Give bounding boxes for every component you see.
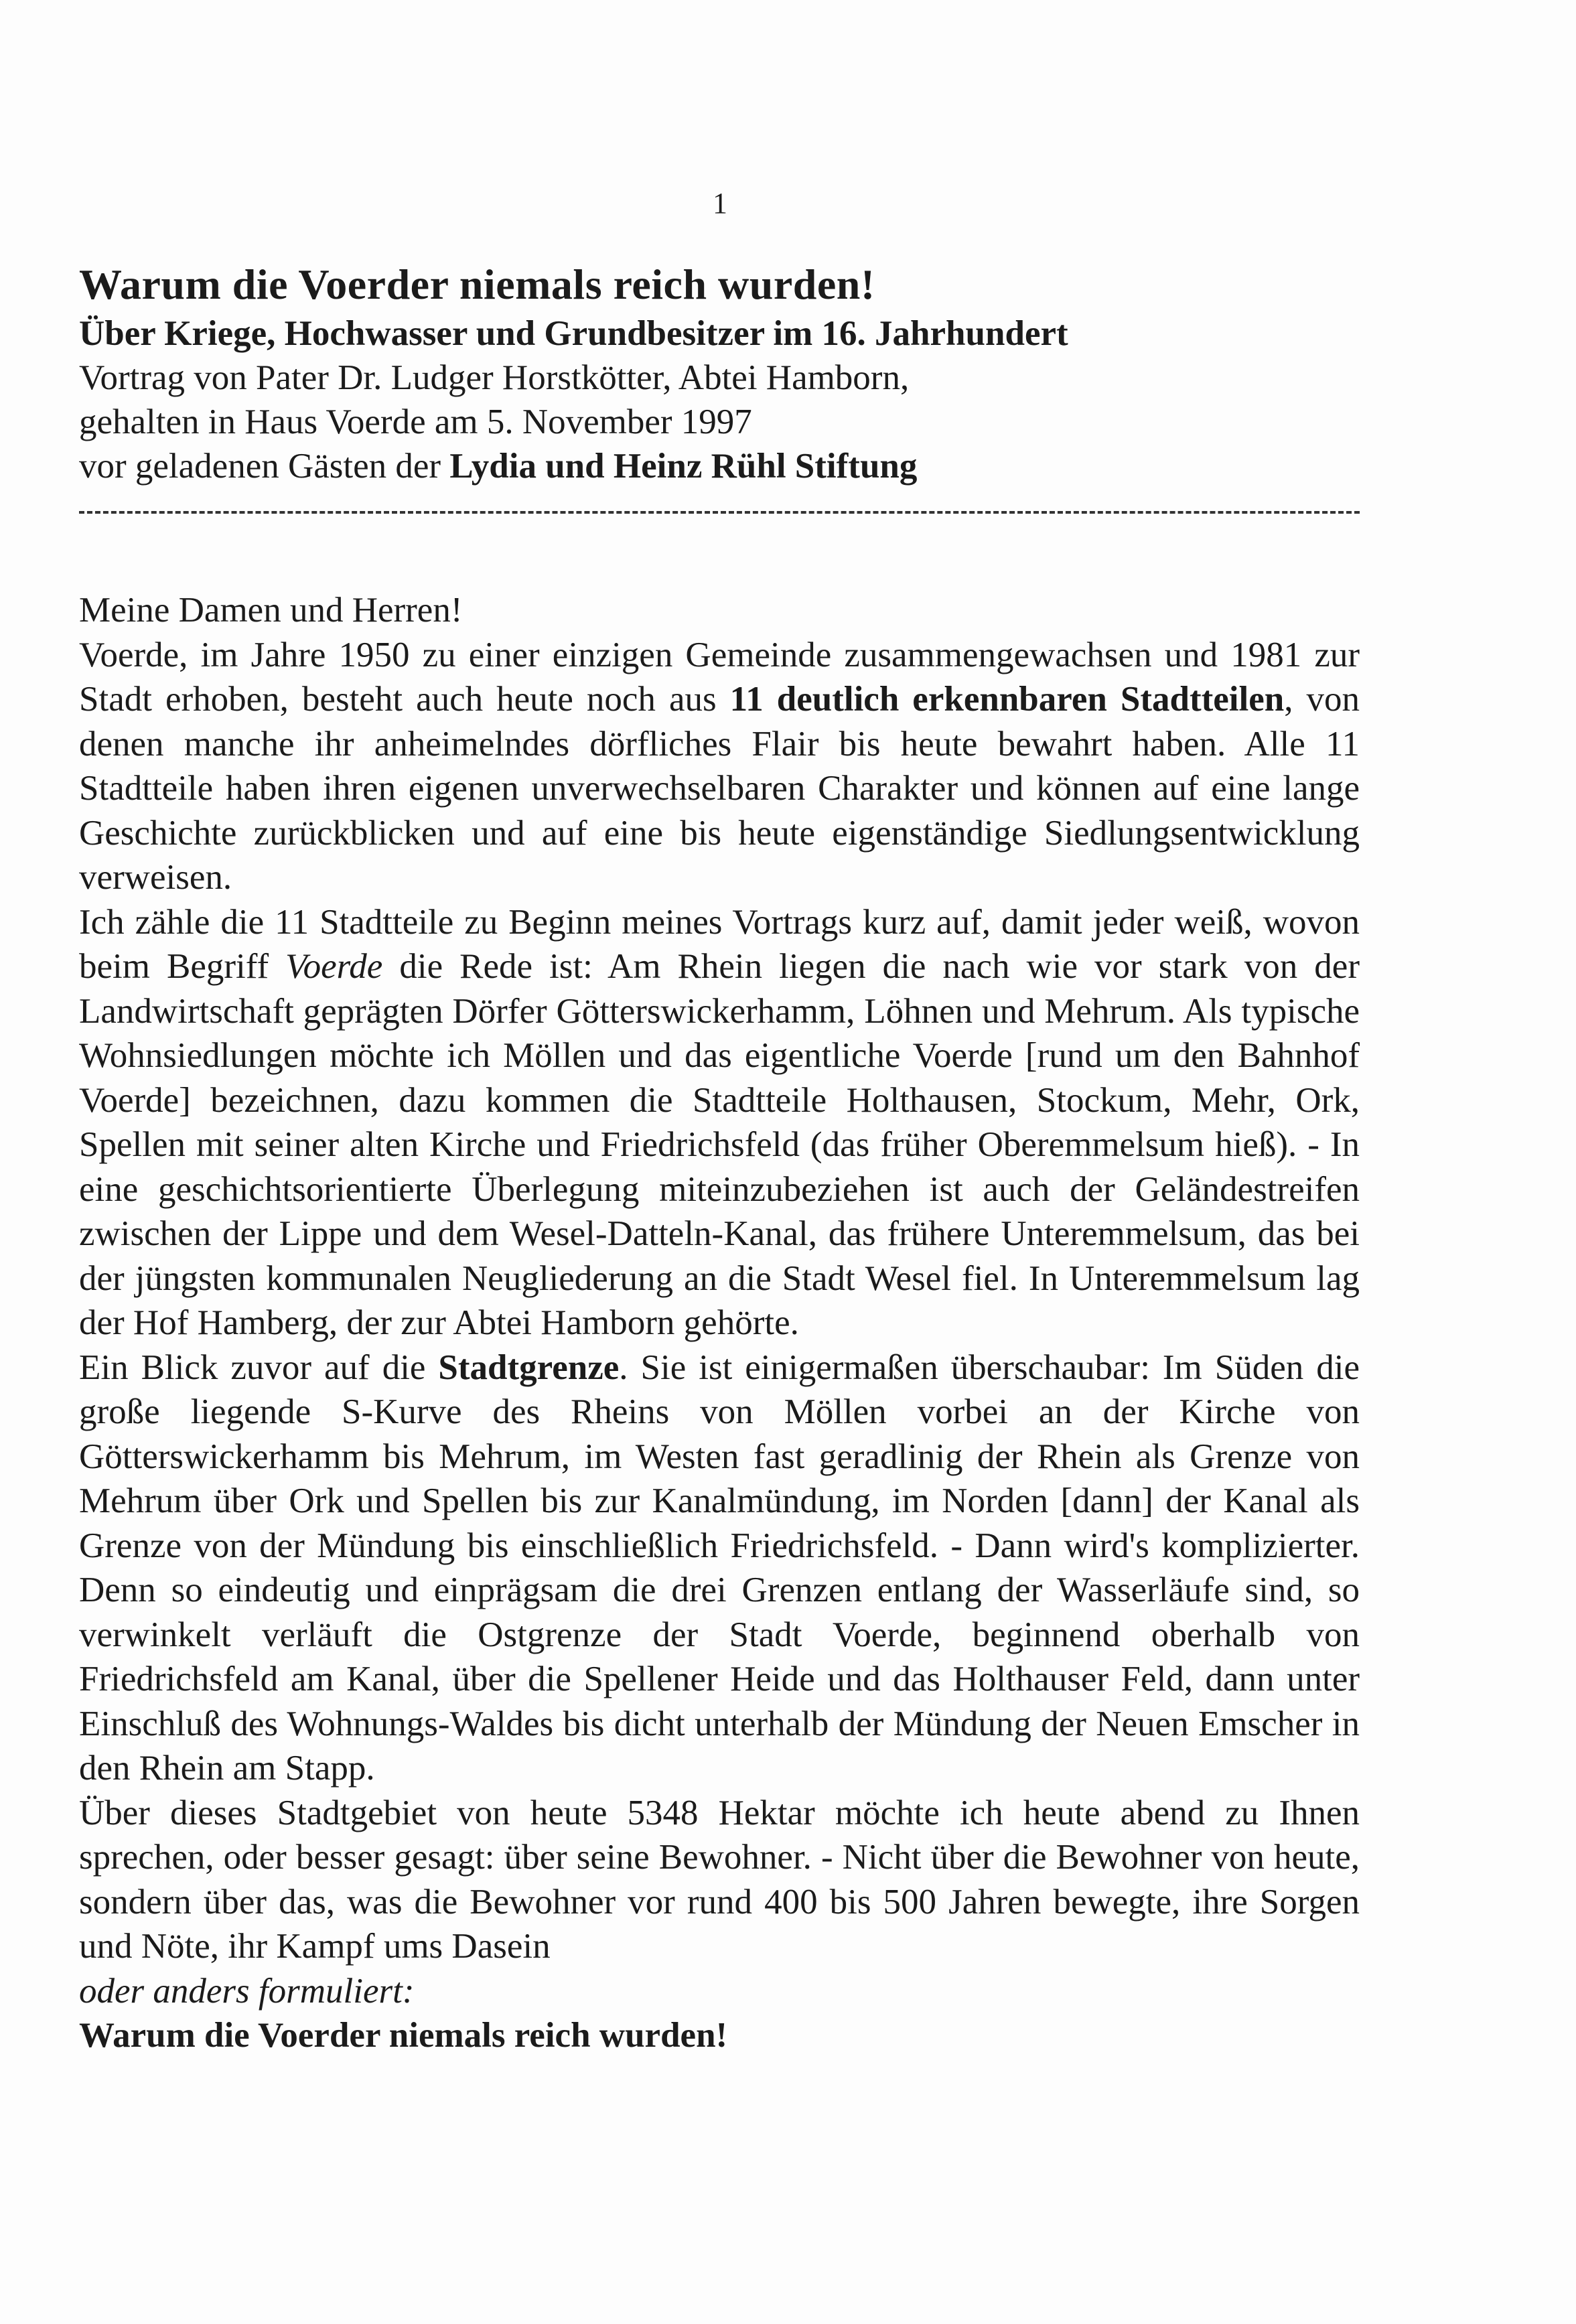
lecture-author-line: Vortrag von Pater Dr. Ludger Horstkötter, Abtei Hamborn, <box>79 358 910 397</box>
document-title: Warum die Voerder niemals reich wurden! <box>79 261 875 308</box>
lecture-audience-line <box>79 444 1385 488</box>
paragraph-text: Ein Blick zuvor auf die <box>79 1348 439 1387</box>
lecture-body <box>79 588 1360 2058</box>
paragraph-districts <box>79 633 1360 900</box>
document-header <box>79 258 1385 488</box>
paragraph-text: Voerde, im Jahre 1950 zu einer einzigen Gemeinde zusammengewachsen und 1981 zur Stadt erhoben, besteht auch heute noch aus <box>79 635 1360 719</box>
dashed-divider <box>79 511 1360 514</box>
paragraph-text: . Sie ist einigermaßen überschaubar: Im Süden die große liegende S-Kurve des Rheins von Möllen vorbei an der Kirche von Götterswickerhamm bis Mehrum, im Westen fast geradlinig der Rhein als Grenze von Mehrum über Ork und Spellen bis zur Kanalmündung, im Norden [dann] der Kanal als Grenze von der Mündung bis einschließlich Friedrichsfeld. - Dann wird's komplizierter. Denn so eindeutig und einprägsam die drei Grenzen entlang der Wasserläufe sind, so verwinkelt verläuft die Ostgrenze der Stadt Voerde, beginnend oberhalb von Friedrichsfeld am Kanal, über die Spellener Heide und das Holthauser Feld, dann unter Einschluß des Wohnungs-Waldes bis dicht unterhalb der Mündung der Neuen Emscher in den Rhein am Stapp. <box>79 1348 1360 1788</box>
foundation-name: Lydia und Heinz Rühl Stiftung <box>449 447 918 486</box>
audience-prefix: vor geladenen Gästen der <box>79 447 450 486</box>
emphasis-text: Voerde <box>285 947 383 986</box>
paragraph-text: die Rede ist: Am Rhein liegen die nach wie vor stark von der Landwirtschaft geprägten Dörfer Götterswickerhamm, Löhnen und Mehrum. Als typische Wohnsiedlungen möchte ich Möllen und das eigentliche Voerde [rund um den Bahnhof Voerde] bezeichnen, dazu kommen die Stadtteile Holthausen, Stockum, Mehr, Ork, Spellen mit seiner alten Kirche und Friedrichsfeld (das früher Oberemmelsum hieß). - In eine geschichtsorientierte Überlegung miteinzubeziehen ist auch der Geländestreifen zwischen der Lippe und dem Wesel-Datteln-Kanal, das frühere Unteremmelsum, das bei der jüngsten kommunalen Neugliederung an die Stadt Wesel fiel. In Unteremmelsum lag der Hof Hamberg, der zur Abtei Hamborn gehörte. <box>79 947 1360 1342</box>
page-number: 1 <box>713 187 727 220</box>
salutation: Meine Damen und Herren! <box>79 591 463 630</box>
paragraph-text: Ich zähle die 11 Stadtteile zu Beginn meines Vortrags kurz auf, damit jeder weiß, wovon beim Begriff <box>79 902 1360 986</box>
highlight-text: 11 deutlich erkennbaren Stadtteilen <box>729 680 1285 719</box>
document-subtitle: Über Kriege, Hochwasser und Grundbesitzer im 16. Jahrhundert <box>79 314 1068 353</box>
lecture-date-line: gehalten in Haus Voerde am 5. November 1997 <box>79 403 752 441</box>
paragraph-text: , von denen manche ihr anheimelndes dörfliches Flair bis heute bewahrt haben. Alle 11 Stadtteile haben ihren eigenen unverwechselbaren Charakter und können auf eine lange Geschichte zurückblicken und auf eine bis heute eigenständige Siedlungsentwicklung verweisen. <box>79 680 1360 897</box>
paragraph-transition: oder anders formuliert: <box>79 1971 415 2011</box>
paragraph-district-list <box>79 900 1360 1346</box>
highlight-text: Stadtgrenze <box>438 1348 620 1387</box>
paragraph-city-boundary <box>79 1346 1360 1791</box>
closing-title: Warum die Voerder niemals reich wurden! <box>79 2016 728 2055</box>
paragraph-topic: Über dieses Stadtgebiet von heute 5348 Hektar möchte ich heute abend zu Ihnen sprechen, oder besser gesagt: über seine Bewohner. - Nicht über die Bewohner von heute, sondern über das, was die Bewohner vor rund 400 bis 500 Jahren bewegte, ihre Sorgen und Nöte, ihr Kampf ums Dasein <box>79 1793 1360 1966</box>
